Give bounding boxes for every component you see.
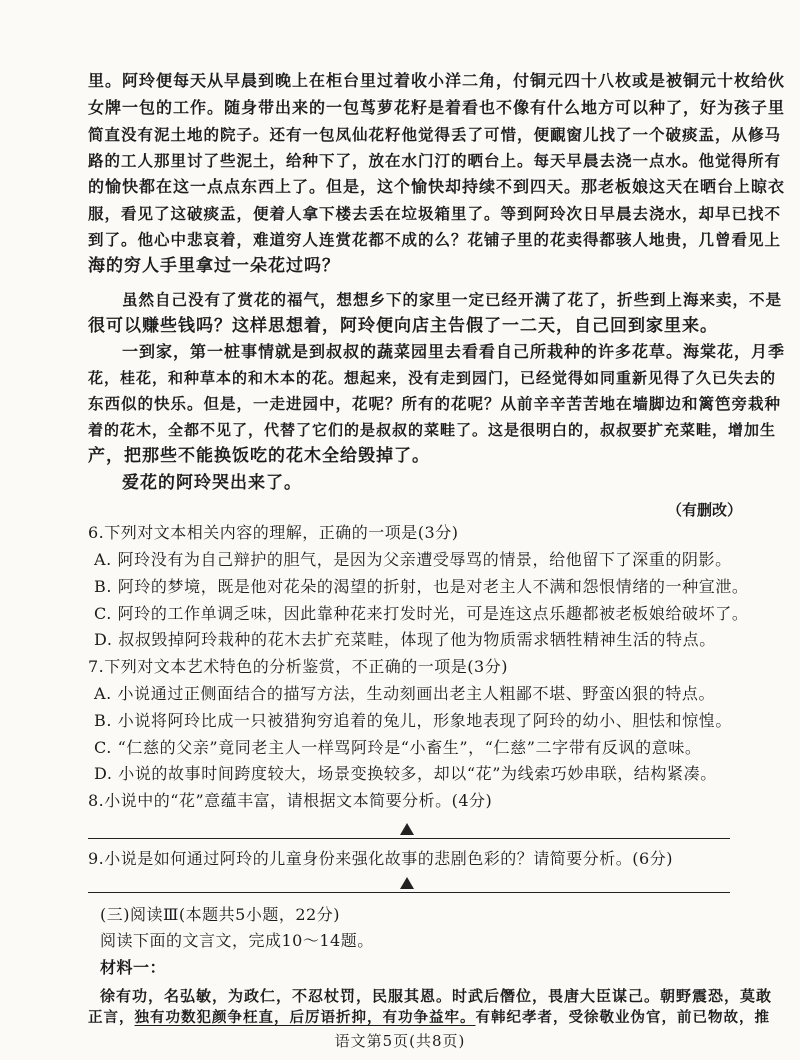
story-line: 很可以赚些钱吗？这样思想着，阿玲便向店主告假了一二天，自己回到家里来。	[88, 316, 718, 336]
page-footer: 语文第5页(共8页)	[334, 1032, 466, 1050]
story-line: 到了。他心中悲哀着，难道穷人连赏花都不成的么？花铺子里的花卖得都骇人地贵，几曾看见上	[88, 230, 782, 249]
story-line: 产，把那些不能换饭吃的花木全给毁掉了。	[88, 446, 430, 466]
classical-text-line: 徐有功，名弘敏，为政仁，不忍杖罚，民服其恩。时武后僭位，畏唐大臣谋己。朝野震恐，莫敢	[100, 987, 773, 1005]
question-7-option-b: B. 小说将阿玲比成一只被猎狗穷追着的兔儿，形象地表现了阿玲的幼小、胆怯和惊惶。	[94, 711, 732, 730]
story-line: 爱花的阿玲哭出来了。	[122, 473, 302, 493]
classical-text-segment: 有韩纪孝者，受徐敬业伪官，前已物故，推	[475, 1009, 770, 1026]
section-3-title: (三)阅读Ⅲ(本题共5小题，22分)	[100, 905, 340, 924]
question-6-option-c: C. 阿玲的工作单调乏味，因此靠种花来打发时光，可是连这点乐趣都被老板娘给破坏了。	[94, 604, 749, 623]
answer-line[interactable]	[88, 892, 730, 893]
question-6-option-a: A. 阿玲没有为自己辩护的胆气，是因为父亲遭受辱骂的情景，给他留下了深重的阴影。	[94, 550, 732, 569]
answer-marker-triangle-icon	[400, 877, 414, 889]
question-6-stem: 6.下列对文本相关内容的理解，正确的一项是(3分)	[88, 523, 459, 542]
source-note: （有删改）	[666, 501, 742, 519]
story-line: 简直没有泥土地的院子。还有一包凤仙花籽他觉得丢了可惜，便靦窗儿找了一个破痰盂，从修马	[88, 125, 782, 144]
story-line: 东西似的快乐。但是，一走进园中，花呢？所有的花呢？从前辛辛苦苦地在墙脚边和篱笆旁栽种	[88, 394, 782, 413]
question-7-option-c: C. “仁慈的父亲”竟同老主人一样骂阿玲是“小畜生”，“仁慈”二字带有反讽的意味。	[94, 738, 702, 757]
classical-text-line	[88, 1005, 770, 1031]
story-line: 里。阿玲便每天从早晨到晚上在柜台里过着收小洋二角，付铜元四十八枚或是被铜元十枚给伙	[88, 71, 786, 90]
question-6-option-b: B. 阿玲的梦境，既是他对花朵的渴望的折射，也是对老主人不满和怨恨情绪的一种宣泄。	[94, 577, 749, 596]
story-line: 女牌一包的工作。随身带出来的一包茑萝花籽是着看也不像有什么地方可以种了，好为孩子里	[88, 98, 786, 117]
story-line: 虽然自己没有了赏花的福气，想想乡下的家里一定已经开满了花了，折些到上海来卖，不是	[122, 290, 783, 309]
story-line: 海的穷人手里拿过一朵花过吗？	[88, 256, 340, 276]
question-9-stem: 9.小说是如何通过阿玲的儿童身份来强化故事的悲剧色彩的？请简要分析。(6分)	[88, 849, 673, 868]
section-3-instruction: 阅读下面的文言文，完成10～14题。	[100, 931, 374, 950]
answer-marker-triangle-icon	[400, 823, 414, 835]
story-line: 服，看见了这破痰盂，便着人拿下楼去丢在垃圾箱里了。等到阿玲次日早晨去浇水，却早已找不	[88, 204, 782, 223]
question-8-stem: 8.小说中的“花”意蕴丰富，请根据文本简要分析。(4分)	[88, 791, 493, 810]
question-7-option-a: A. 小说通过正侧面结合的描写方法，生动刻画出老主人粗鄙不堪、野蛮凶狠的特点。	[94, 684, 716, 703]
story-line: 的愉快都在这一点点东西上了。但是，这个愉快却持续不到四天。那老板娘这天在晒台上晾衣	[88, 177, 786, 196]
answer-line[interactable]	[88, 838, 730, 839]
material-label: 材料一：	[100, 958, 167, 977]
underlined-sentence: 独有功数犯颜争枉直，后厉语折抑，有功争益牢。	[134, 1009, 476, 1026]
story-line: 一到家，第一桩事情就是到叔叔的蔬菜园里去看看自己所栽种的许多花草。海棠花，月季	[122, 342, 786, 361]
story-line: 着的花木，全都不见了，代替了它们的是叔叔的菜畦了。这是很明白的，叔叔要扩充菜畦，增加生	[88, 421, 777, 439]
story-line: 路的工人那里讨了些泥土，给种下了，放在水门汀的晒台上。每天早晨去浇一点水。他觉得所有	[88, 151, 782, 170]
question-6-option-d: D. 叔叔毁掉阿玲栽种的花木去扩充菜畦，体现了他为物质需求牺牲精神生活的特点。	[94, 630, 716, 649]
question-7-option-d: D. 小说的故事时间跨度较大，场景变换较多，却以“花”为线索巧妙串联，结构紧凑。	[94, 764, 717, 783]
classical-text-segment: 正言，	[88, 1009, 135, 1026]
question-7-stem: 7.下列对文本艺术特色的分析鉴赏，不正确的一项是(3分)	[88, 657, 508, 676]
story-line: 花，桂花，和种草本的和木本的花。想起来，没有走到园门，已经觉得如同重新见得了久已失去的	[88, 369, 777, 387]
